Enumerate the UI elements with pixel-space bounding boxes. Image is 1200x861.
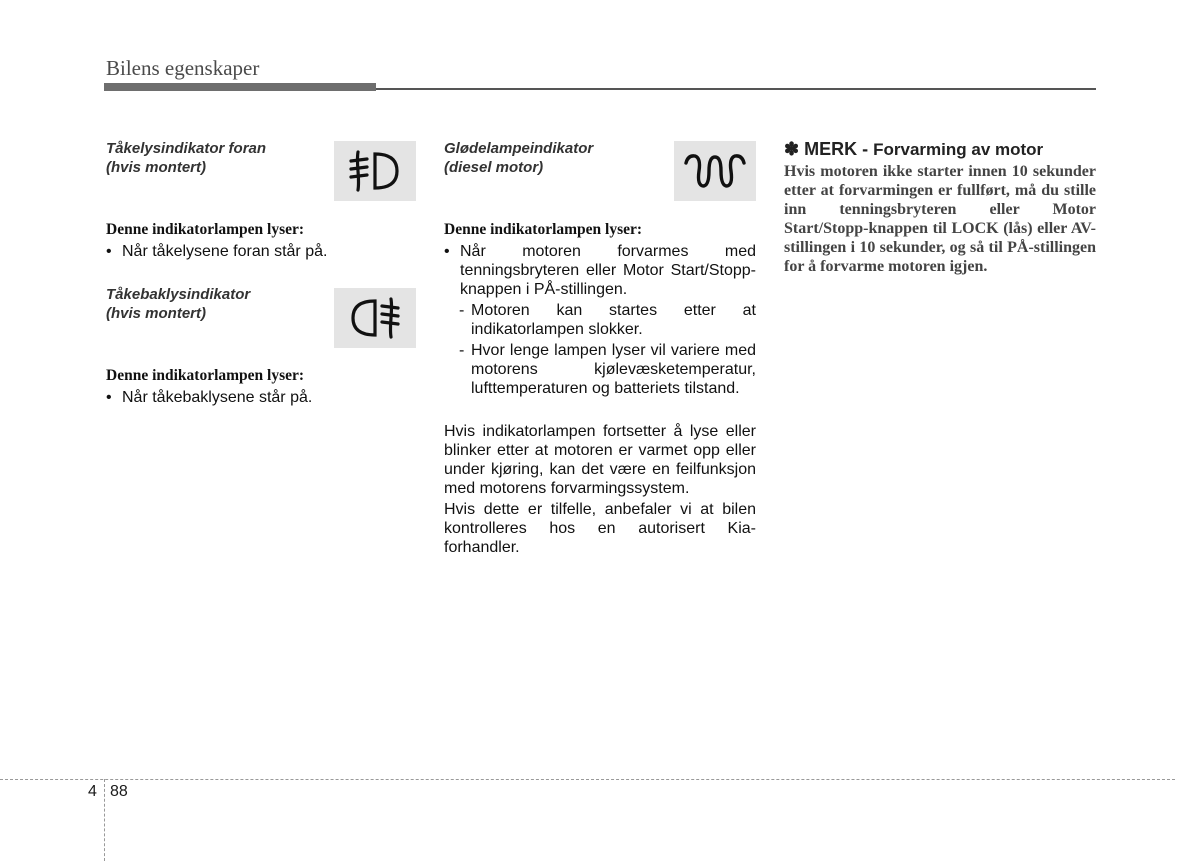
fog-rear-section: [106, 285, 346, 323]
fog-front-bullet: • Når tåkelysene foran står på.: [106, 243, 328, 260]
fog-front-section: [106, 139, 346, 177]
glow-plug-icon-svg: [682, 151, 748, 191]
glow-plug-subitem-2: - Hvor lenge lampen lyser vil variere med motorens kjølevæsketemperatur, lufttemperaturen og batteriets tilstand.: [459, 342, 756, 397]
fog-rear-title: Tåkebaklysindikator (hvis montert): [106, 286, 251, 322]
glow-plug-paragraph-2: Hvis dette er tilfelle, anbefaler vi at bilen kontrolleres hos en autorisert Kia-forhandler.: [444, 501, 756, 556]
fog-front-lead: Denne indikatorlampen lyser:: [106, 221, 305, 238]
fog-front-title: Tåkelysindikator foran (hvis montert): [106, 140, 267, 176]
rear-fog-light-icon: [334, 288, 416, 348]
glow-plug-icon: [674, 141, 756, 201]
page-number: 88: [110, 783, 128, 800]
glow-plug-subitem-1: - Motoren kan startes etter at indikatorlampen slokker.: [459, 302, 756, 338]
note-symbol-icon: ✽: [784, 139, 800, 159]
glow-plug-section: [444, 139, 674, 177]
fog-rear-text: [106, 367, 356, 407]
chapter-number: 4: [88, 783, 97, 800]
header-rule: [376, 88, 1096, 90]
note-title: Forvarming av motor: [873, 140, 1044, 159]
glow-plug-title: Glødelampeindikator (diesel motor): [444, 140, 594, 176]
note-heading: [784, 139, 1096, 160]
fog-front-text: [106, 221, 356, 261]
header-accent-bar: [104, 83, 376, 91]
fog-rear-bullet: • Når tåkebaklysene står på.: [106, 389, 313, 406]
front-fog-light-icon: [334, 141, 416, 201]
glow-plug-bullet: • Når motoren forvarmes med tenningsbryteren eller Motor Start/Stopp-knappen i PÅ-stillingen.: [444, 243, 756, 298]
glow-plug-text: [444, 221, 756, 557]
footer-divider: [0, 779, 1175, 780]
glow-plug-paragraph-1: Hvis indikatorlampen fortsetter å lyse eller blinker etter at motoren er varmet opp eller under kjøring, kan det være en feilfunksjon med motorens forvarmingssystem.: [444, 423, 756, 497]
page-header-title: Bilens egenskaper: [106, 56, 260, 80]
note-section: [784, 139, 1096, 276]
note-body: Hvis motoren ikke starter innen 10 sekunder etter at forvarmingen er fullført, må du stille inn tenningsbryteren eller Motor Start/Stopp-knappen til LOCK (lås) eller AV-stillingen i 10 sekunder, og så til PÅ-stillingen for å forvarme motoren igjen.: [784, 163, 1096, 275]
front-fog-light-icon-svg: [345, 148, 405, 194]
fog-rear-lead: Denne indikatorlampen lyser:: [106, 367, 305, 384]
rear-fog-light-icon-svg: [345, 295, 405, 341]
footer-vertical-divider: [104, 779, 105, 861]
note-label: MERK -: [804, 139, 869, 159]
glow-plug-lead: Denne indikatorlampen lyser:: [444, 221, 643, 238]
